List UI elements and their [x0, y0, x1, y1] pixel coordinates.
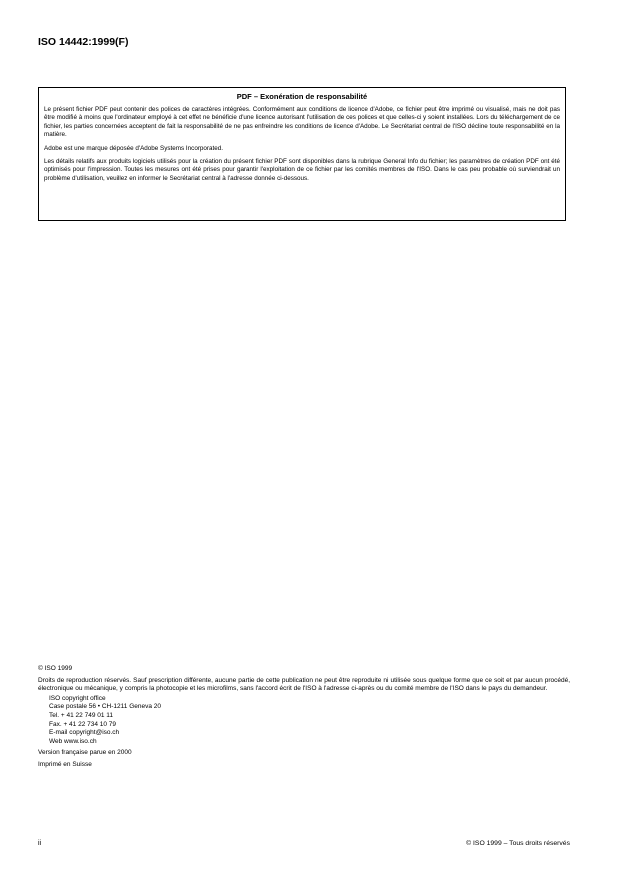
document-id: ISO 14442:1999(F)	[38, 36, 129, 48]
copyright-address	[49, 695, 570, 747]
address-line: Tel. + 41 22 749 01 11	[49, 711, 114, 719]
copyright-text: Droits de reproduction réservés. Sauf prescription différente, aucune partie de cette publication ne peut être reproduite ni utilisée sous quelque forme que ce soit et par aucun procédé, électronique ou mécanique, y compris la photocopie et les microfilms, sans l'accord écrit de l'ISO à l'adresse ci-après ou du comité membre de l'ISO dans le pays du demandeur.	[38, 676, 570, 693]
copyright-heading: © ISO 1999	[38, 665, 73, 672]
address-line: Case postale 56 • CH-1211 Geneva 20	[49, 703, 162, 711]
version-note: Version française parue en 2000	[38, 749, 132, 757]
address-line: Web www.iso.ch	[49, 737, 97, 745]
footer-rights: © ISO 1999 – Tous droits réservés	[466, 840, 570, 847]
disclaimer-paragraph: Le présent fichier PDF peut contenir des polices de caractères intégrées. Conformément aux conditions de licence d'Adobe, ce fichier peut être imprimé ou visualisé, mais ne doit pas être modifié à moins que l'ordinateur employé à cet effet ne bénéficie d'une licence autorisant l'utilisation de ces polices et que celles-ci y soient installées. Lors du téléchargement de ce fichier, les parties concernées acceptent de fait la responsabilité de ne pas enfreindre les conditions de licence d'Adobe. Le Secrétariat central de l'ISO décline toute responsabilité en la matière.	[44, 106, 560, 139]
copyright-block	[38, 665, 570, 773]
disclaimer-paragraph: Les détails relatifs aux produits logiciels utilisés pour la création du présent fichier PDF sont disponibles dans la rubrique General Info du fichier; les paramètres de création PDF ont été optimisés pour l'impression. Toutes les mesures ont été prises pour garantir l'exploitation de ce fichier par les comités membres de l'ISO. Dans le cas peu probable où surviendrait un problème d'utilisation, veuillez en informer le Secrétariat central à l'adresse donnée ci-dessous.	[44, 158, 560, 182]
disclaimer-paragraph: Adobe est une marque déposée d'Adobe Systems Incorporated.	[44, 144, 224, 152]
address-line: E-mail copyright@iso.ch	[49, 729, 120, 737]
footer-page-number: ii	[38, 840, 42, 847]
address-line: Fax. + 41 22 734 10 79	[49, 720, 117, 728]
disclaimer-box	[38, 87, 566, 221]
disclaimer-title: PDF – Exonération de responsabilité	[236, 92, 368, 101]
printed-note: Imprimé en Suisse	[38, 760, 92, 768]
address-line: ISO copyright office	[49, 694, 106, 702]
